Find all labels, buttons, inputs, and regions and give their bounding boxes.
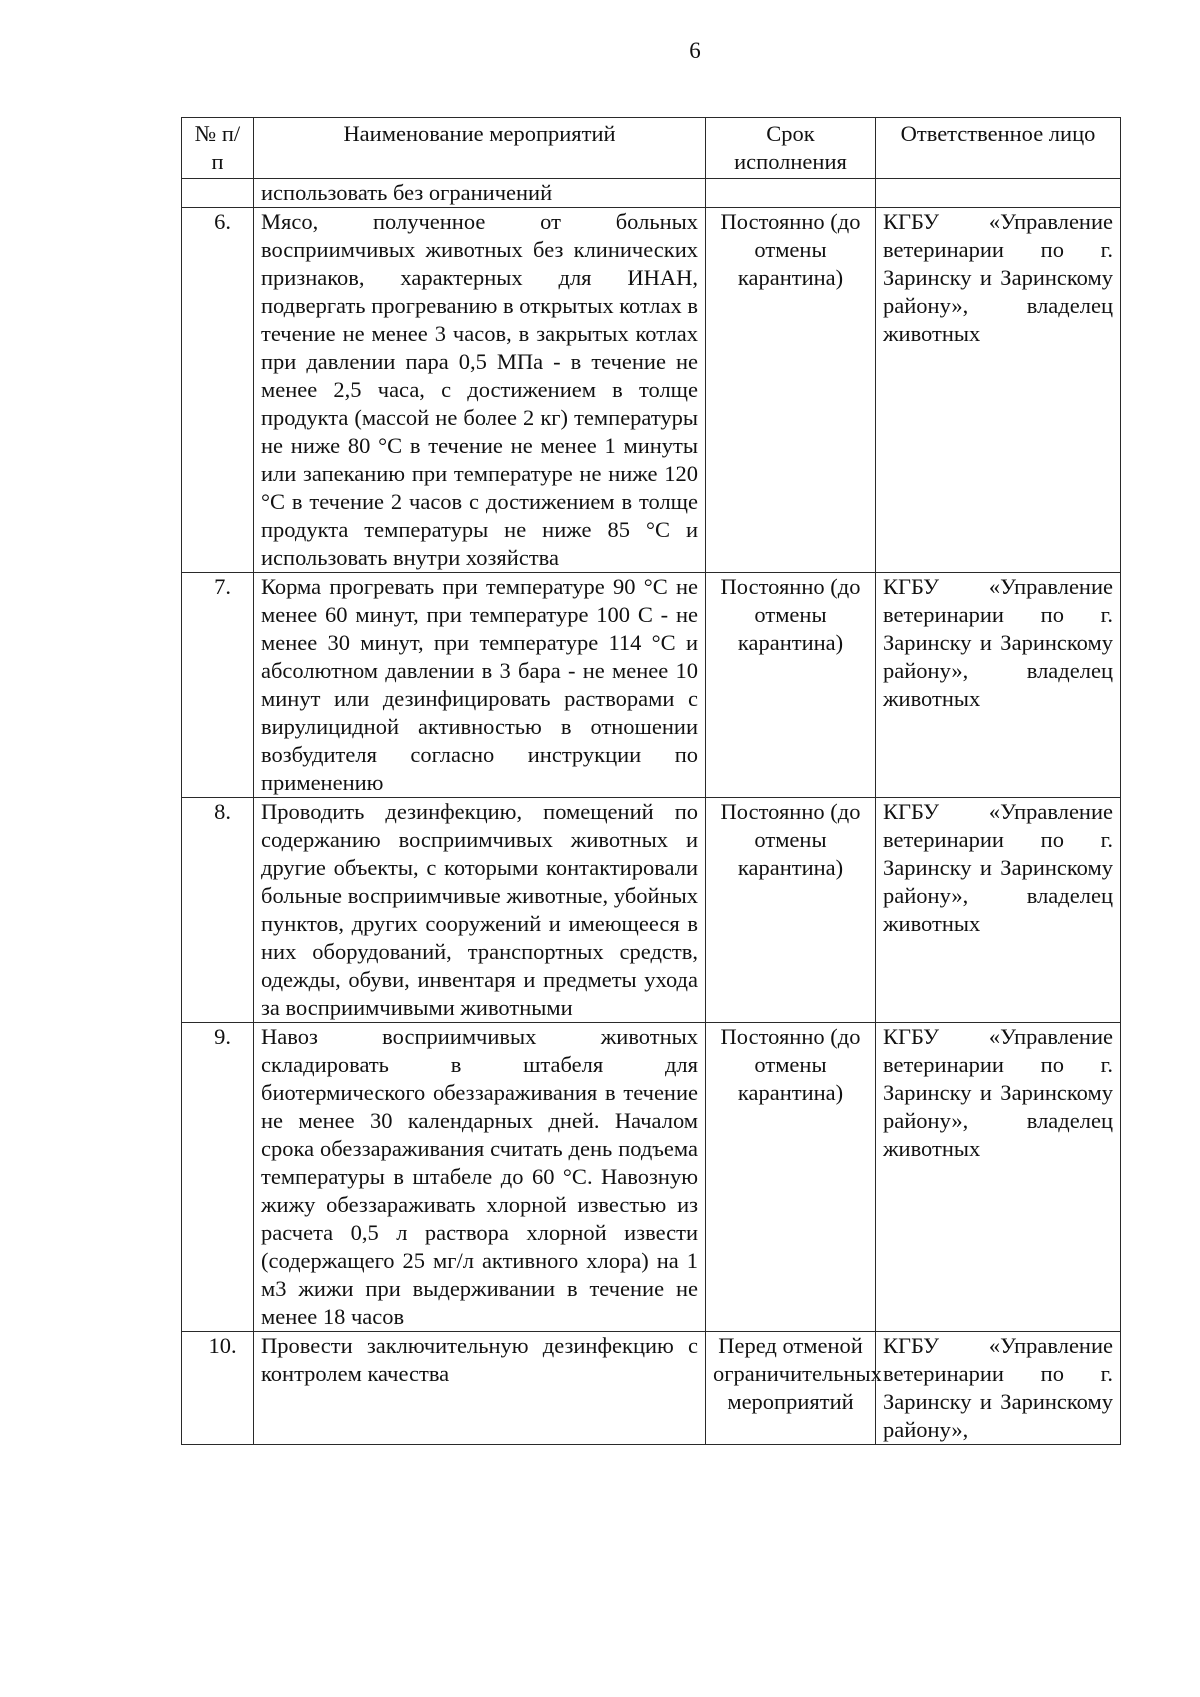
row-term: Перед отменой ограничительных мероприятий [706,1332,876,1445]
row-number: 7. [182,573,254,798]
table-row [182,1332,1121,1445]
table-row [182,573,1121,798]
row-measure: Проводить дезинфекцию, помещений по содержанию восприимчивых животных и другие объекты, с которыми контактировали больные восприимчивые животные, убойных пунктов, других сооружений и имеющееся в них оборудований, транспортных средств, одежды, обуви, инвентаря и предметы ухода за восприимчивыми животными [254,798,706,1023]
measures-table [181,117,1121,1445]
table-row [182,208,1121,573]
table-row [182,798,1121,1023]
header-term: Срок исполнения [706,118,876,179]
row-measure: Мясо, полученное от больных восприимчивых животных без клинических признаков, характерных для ИНАН, подвергать прогреванию в открытых котлах в течение не менее 3 часов, в закрытых котлах при давлении пара 0,5 МПа - в течение не менее 2,5 часа, с достижением в толще продукта (массой не более 2 кг) температуры не ниже 80 °С в течение не менее 1 минуты или запеканию при температуре не ниже 120 °С в течение 2 часов с достижением в толще продукта температуры не ниже 85 °С и использовать внутри хозяйства [254,208,706,573]
row-responsible: КГБУ «Управление ветеринарии по г. Заринску и Заринскому району», владелец животных [876,798,1121,1023]
continuation-term [706,179,876,208]
header-num: № п/п [182,118,254,179]
table-header-row [182,118,1121,179]
continuation-num [182,179,254,208]
row-measure: Корма прогревать при температуре 90 °С не менее 60 минут, при температуре 100 С - не менее 30 минут, при температуре 114 °С и абсолютном давлении в 3 бара - не менее 10 минут или дезинфицировать растворами с вирулицидной активностью в отношении возбудителя согласно инструкции по применению [254,573,706,798]
row-term: Постоянно (до отмены карантина) [706,208,876,573]
header-responsible: Ответственное лицо [876,118,1121,179]
row-measure: Провести заключительную дезинфекцию с контролем качества [254,1332,706,1445]
row-responsible: КГБУ «Управление ветеринарии по г. Заринску и Заринскому району», [876,1332,1121,1445]
row-number: 10. [182,1332,254,1445]
continuation-row [182,179,1121,208]
table-row [182,1023,1121,1332]
row-number: 8. [182,798,254,1023]
row-number: 6. [182,208,254,573]
row-responsible: КГБУ «Управление ветеринарии по г. Заринску и Заринскому району», владелец животных [876,573,1121,798]
row-number: 9. [182,1023,254,1332]
row-responsible: КГБУ «Управление ветеринарии по г. Заринску и Заринскому району», владелец животных [876,1023,1121,1332]
page-number: 6 [689,38,701,63]
row-term: Постоянно (до отмены карантина) [706,573,876,798]
row-responsible: КГБУ «Управление ветеринарии по г. Заринску и Заринскому району», владелец животных [876,208,1121,573]
header-name: Наименование мероприятий [254,118,706,179]
row-measure: Навоз восприимчивых животных складировать в штабеля для биотермического обеззараживания в течение не менее 30 календарных дней. Началом срока обеззараживания считать день подъема температуры в штабеле до 60 °С. Навозную жижу обеззараживать хлорной известью из расчета 0,5 л раствора хлорной извести (содержащего 25 мг/л активного хлора) на 1 м3 жижи при выдерживании в течение не менее 18 часов [254,1023,706,1332]
continuation-text: использовать без ограничений [254,179,706,208]
row-term: Постоянно (до отмены карантина) [706,1023,876,1332]
row-term: Постоянно (до отмены карантина) [706,798,876,1023]
continuation-responsible [876,179,1121,208]
